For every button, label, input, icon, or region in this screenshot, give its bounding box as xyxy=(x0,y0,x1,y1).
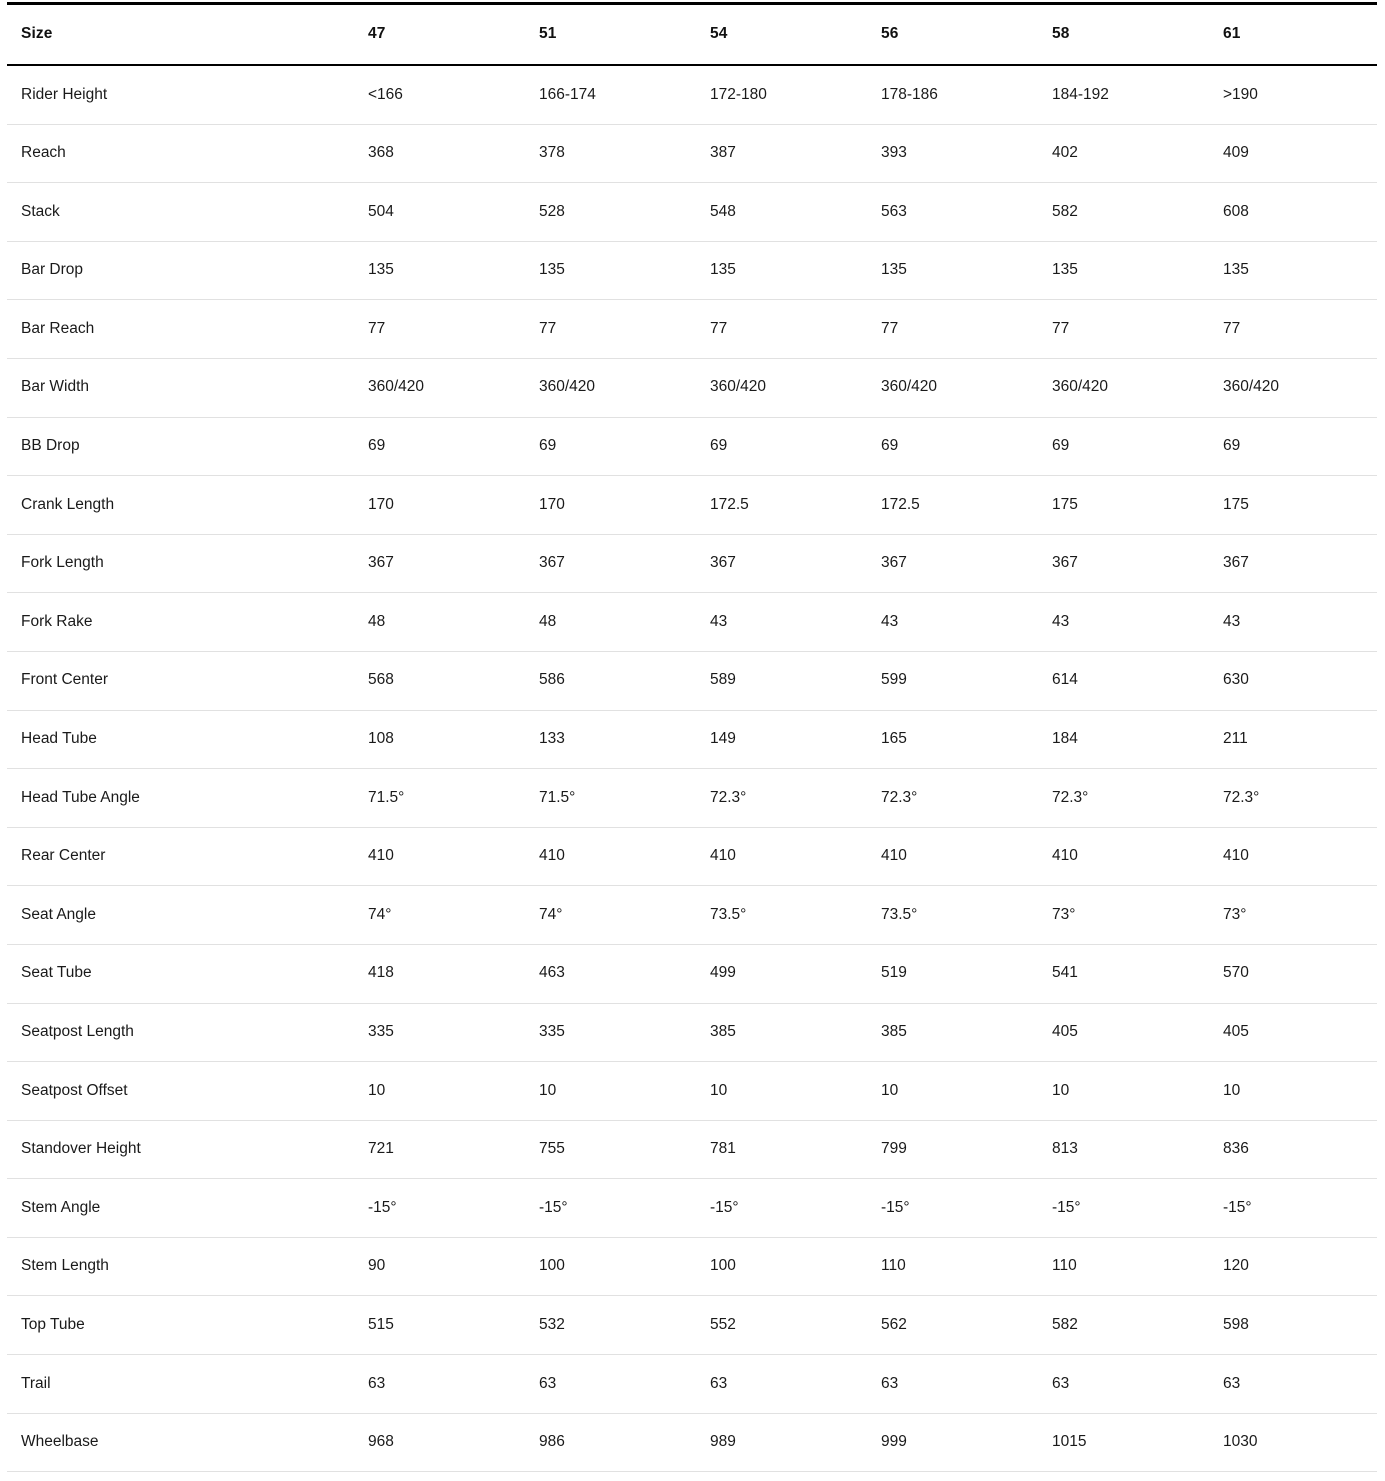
cell-value: 360/420 xyxy=(881,378,938,396)
cell-value: 999 xyxy=(881,1433,907,1451)
cell-value: 519 xyxy=(881,964,907,982)
cell-value: 120 xyxy=(1223,1257,1249,1275)
table-row xyxy=(7,1413,1377,1472)
row-label: Seat Tube xyxy=(21,964,92,982)
cell-value: 69 xyxy=(539,437,557,455)
cell-value: 63 xyxy=(881,1374,899,1392)
cell-value: 410 xyxy=(1052,847,1078,865)
cell-value: 10 xyxy=(1223,1081,1241,1099)
cell-value: 90 xyxy=(368,1257,386,1275)
cell-value: 504 xyxy=(368,202,394,220)
row-label: Bar Drop xyxy=(21,261,84,279)
cell-value: 393 xyxy=(881,144,907,162)
table-row xyxy=(7,241,1377,300)
cell-value: 335 xyxy=(368,1023,394,1040)
cell-value: 563 xyxy=(881,202,907,220)
cell-value: 799 xyxy=(881,1140,907,1158)
row-label: Front Center xyxy=(21,671,109,689)
cell-value: 515 xyxy=(368,1315,394,1333)
table-row xyxy=(7,1355,1377,1414)
cell-value: 548 xyxy=(710,202,736,220)
cell-value: 43 xyxy=(1223,612,1241,630)
column-header-58: 58 xyxy=(1052,25,1070,43)
cell-value: 48 xyxy=(368,612,386,630)
row-label: Fork Length xyxy=(21,554,104,572)
cell-value: 608 xyxy=(1223,202,1249,220)
row-label: Seatpost Offset xyxy=(21,1081,128,1099)
row-label: Rear Center xyxy=(21,847,106,865)
row-label: Stem Angle xyxy=(21,1198,101,1216)
table-row xyxy=(7,886,1377,945)
cell-value: 570 xyxy=(1223,964,1249,982)
cell-value: 77 xyxy=(1223,319,1241,337)
cell-value: 69 xyxy=(1052,437,1070,455)
cell-value: 211 xyxy=(1223,730,1248,748)
cell-value: 135 xyxy=(539,261,565,279)
table-row xyxy=(7,944,1377,1003)
table-row xyxy=(7,769,1377,828)
cell-value: 71.5° xyxy=(368,788,405,806)
cell-value: 781 xyxy=(710,1140,736,1158)
cell-value: 385 xyxy=(710,1023,736,1040)
cell-value: 172.5 xyxy=(710,495,749,513)
cell-value: 367 xyxy=(539,554,565,572)
row-label: BB Drop xyxy=(21,437,80,455)
row-label: Bar Width xyxy=(21,378,90,396)
cell-value: 599 xyxy=(881,671,907,689)
cell-value: 184-192 xyxy=(1052,85,1109,103)
cell-value: 135 xyxy=(368,261,394,279)
cell-value: 77 xyxy=(710,319,728,337)
cell-value: 532 xyxy=(539,1315,565,1333)
cell-value: 172.5 xyxy=(881,495,920,513)
cell-value: -15° xyxy=(539,1198,568,1216)
cell-value: 405 xyxy=(1223,1023,1249,1040)
cell-value: 968 xyxy=(368,1433,394,1451)
table-row xyxy=(7,300,1377,359)
cell-value: 100 xyxy=(710,1257,736,1275)
cell-value: 1030 xyxy=(1223,1433,1258,1451)
cell-value: 175 xyxy=(1052,495,1078,513)
cell-value: 135 xyxy=(1052,261,1078,279)
column-header-size: Size xyxy=(21,25,53,43)
geometry-table xyxy=(7,2,1377,1472)
table-row xyxy=(7,1120,1377,1179)
column-header-47: 47 xyxy=(368,25,386,43)
cell-value: 73° xyxy=(1223,905,1247,923)
cell-value: 135 xyxy=(881,261,907,279)
table-row xyxy=(7,534,1377,593)
cell-value: 69 xyxy=(710,437,728,455)
cell-value: 184 xyxy=(1052,730,1078,748)
cell-value: 110 xyxy=(1052,1257,1077,1275)
table-row xyxy=(7,417,1377,476)
cell-value: 614 xyxy=(1052,671,1078,689)
cell-value: 813 xyxy=(1052,1140,1078,1158)
table-row xyxy=(7,827,1377,886)
row-label: Wheelbase xyxy=(21,1433,99,1451)
cell-value: 175 xyxy=(1223,495,1249,513)
cell-value: 73.5° xyxy=(881,905,918,923)
table-row xyxy=(7,183,1377,242)
cell-value: 63 xyxy=(1052,1374,1070,1392)
cell-value: 10 xyxy=(368,1081,386,1099)
row-label: Rider Height xyxy=(21,85,108,103)
cell-value: 582 xyxy=(1052,202,1078,220)
cell-value: 166-174 xyxy=(539,85,596,103)
cell-value: 72.3° xyxy=(710,788,747,806)
cell-value: 552 xyxy=(710,1315,736,1333)
cell-value: 721 xyxy=(368,1140,394,1158)
cell-value: 165 xyxy=(881,730,907,748)
cell-value: 360/420 xyxy=(368,378,425,396)
row-label: Fork Rake xyxy=(21,612,93,630)
cell-value: 149 xyxy=(710,730,736,748)
row-label: Seatpost Length xyxy=(21,1023,134,1040)
cell-value: 74° xyxy=(368,905,392,923)
cell-value: 108 xyxy=(368,730,394,748)
cell-value: 410 xyxy=(1223,847,1249,865)
cell-value: 367 xyxy=(710,554,736,572)
cell-value: 568 xyxy=(368,671,394,689)
cell-value: 100 xyxy=(539,1257,565,1275)
cell-value: 589 xyxy=(710,671,736,689)
cell-value: 367 xyxy=(368,554,394,572)
cell-value: 10 xyxy=(710,1081,728,1099)
cell-value: 582 xyxy=(1052,1315,1078,1333)
cell-value: 989 xyxy=(710,1433,736,1451)
cell-value: 541 xyxy=(1052,964,1078,982)
cell-value: 409 xyxy=(1223,144,1249,162)
column-header-51: 51 xyxy=(539,25,557,43)
cell-value: 110 xyxy=(881,1257,906,1275)
table-row xyxy=(7,710,1377,769)
cell-value: 77 xyxy=(539,319,557,337)
cell-value: 74° xyxy=(539,905,563,923)
cell-value: 10 xyxy=(1052,1081,1070,1099)
cell-value: <166 xyxy=(368,85,403,103)
cell-value: 43 xyxy=(881,612,899,630)
cell-value: 63 xyxy=(1223,1374,1241,1392)
cell-value: 72.3° xyxy=(1052,788,1089,806)
cell-value: 63 xyxy=(368,1374,386,1392)
cell-value: 528 xyxy=(539,202,565,220)
cell-value: 135 xyxy=(710,261,736,279)
cell-value: 77 xyxy=(368,319,386,337)
cell-value: 69 xyxy=(1223,437,1241,455)
cell-value: 387 xyxy=(710,144,736,162)
cell-value: -15° xyxy=(881,1198,910,1216)
cell-value: 170 xyxy=(539,495,565,513)
row-label: Top Tube xyxy=(21,1315,85,1333)
cell-value: 10 xyxy=(539,1081,557,1099)
table-row xyxy=(7,1062,1377,1121)
table-row xyxy=(7,65,1377,124)
row-label: Reach xyxy=(21,144,66,162)
cell-value: 335 xyxy=(539,1023,565,1040)
cell-value: 71.5° xyxy=(539,788,576,806)
cell-value: 73° xyxy=(1052,905,1076,923)
cell-value: 73.5° xyxy=(710,905,747,923)
cell-value: 48 xyxy=(539,612,557,630)
cell-value: 367 xyxy=(1223,554,1249,572)
table-row xyxy=(7,124,1377,183)
cell-value: 405 xyxy=(1052,1023,1078,1040)
cell-value: 586 xyxy=(539,671,565,689)
cell-value: 43 xyxy=(1052,612,1070,630)
row-label: Crank Length xyxy=(21,495,115,513)
cell-value: 360/420 xyxy=(1223,378,1280,396)
cell-value: 402 xyxy=(1052,144,1078,162)
cell-value: 170 xyxy=(368,495,394,513)
cell-value: 360/420 xyxy=(539,378,596,396)
row-label: Stack xyxy=(21,202,60,220)
cell-value: 410 xyxy=(710,847,736,865)
cell-value: 360/420 xyxy=(1052,378,1109,396)
cell-value: 630 xyxy=(1223,671,1249,689)
header-row xyxy=(7,4,1377,66)
row-label: Head Tube xyxy=(21,730,97,748)
cell-value: 72.3° xyxy=(1223,788,1260,806)
row-label: Stem Length xyxy=(21,1257,109,1275)
cell-value: 72.3° xyxy=(881,788,918,806)
cell-value: 10 xyxy=(881,1081,899,1099)
column-header-61: 61 xyxy=(1223,25,1241,43)
cell-value: 69 xyxy=(881,437,899,455)
cell-value: >190 xyxy=(1223,85,1258,103)
row-label: Trail xyxy=(21,1374,51,1392)
table-row xyxy=(7,1237,1377,1296)
cell-value: 378 xyxy=(539,144,565,162)
cell-value: 43 xyxy=(710,612,728,630)
cell-value: 77 xyxy=(881,319,899,337)
cell-value: 499 xyxy=(710,964,736,982)
cell-value: 172-180 xyxy=(710,85,767,103)
cell-value: -15° xyxy=(1223,1198,1252,1216)
cell-value: -15° xyxy=(368,1198,397,1216)
table-row xyxy=(7,1296,1377,1355)
cell-value: 598 xyxy=(1223,1315,1249,1333)
cell-value: 368 xyxy=(368,144,394,162)
cell-value: 367 xyxy=(881,554,907,572)
cell-value: 463 xyxy=(539,964,565,982)
cell-value: 63 xyxy=(710,1374,728,1392)
cell-value: 410 xyxy=(539,847,565,865)
table-row xyxy=(7,358,1377,417)
table-row xyxy=(7,651,1377,710)
cell-value: 1015 xyxy=(1052,1433,1087,1451)
cell-value: 133 xyxy=(539,730,565,748)
cell-value: 755 xyxy=(539,1140,565,1158)
cell-value: 836 xyxy=(1223,1140,1249,1158)
table-row xyxy=(7,1003,1377,1062)
cell-value: 135 xyxy=(1223,261,1249,279)
row-label: Standover Height xyxy=(21,1140,141,1158)
table-row xyxy=(7,1179,1377,1238)
cell-value: 410 xyxy=(368,847,394,865)
cell-value: 986 xyxy=(539,1433,565,1451)
table-row xyxy=(7,593,1377,652)
cell-value: 77 xyxy=(1052,319,1070,337)
cell-value: -15° xyxy=(1052,1198,1081,1216)
cell-value: 178-186 xyxy=(881,85,938,103)
cell-value: 360/420 xyxy=(710,378,767,396)
column-header-54: 54 xyxy=(710,25,728,43)
cell-value: 63 xyxy=(539,1374,557,1392)
cell-value: -15° xyxy=(710,1198,739,1216)
cell-value: 69 xyxy=(368,437,386,455)
row-label: Seat Angle xyxy=(21,905,96,923)
cell-value: 385 xyxy=(881,1023,907,1040)
cell-value: 367 xyxy=(1052,554,1078,572)
cell-value: 562 xyxy=(881,1315,907,1333)
row-label: Bar Reach xyxy=(21,319,95,337)
row-label: Head Tube Angle xyxy=(21,788,140,806)
cell-value: 410 xyxy=(881,847,907,865)
table-row xyxy=(7,476,1377,535)
cell-value: 418 xyxy=(368,964,394,982)
column-header-56: 56 xyxy=(881,25,899,43)
